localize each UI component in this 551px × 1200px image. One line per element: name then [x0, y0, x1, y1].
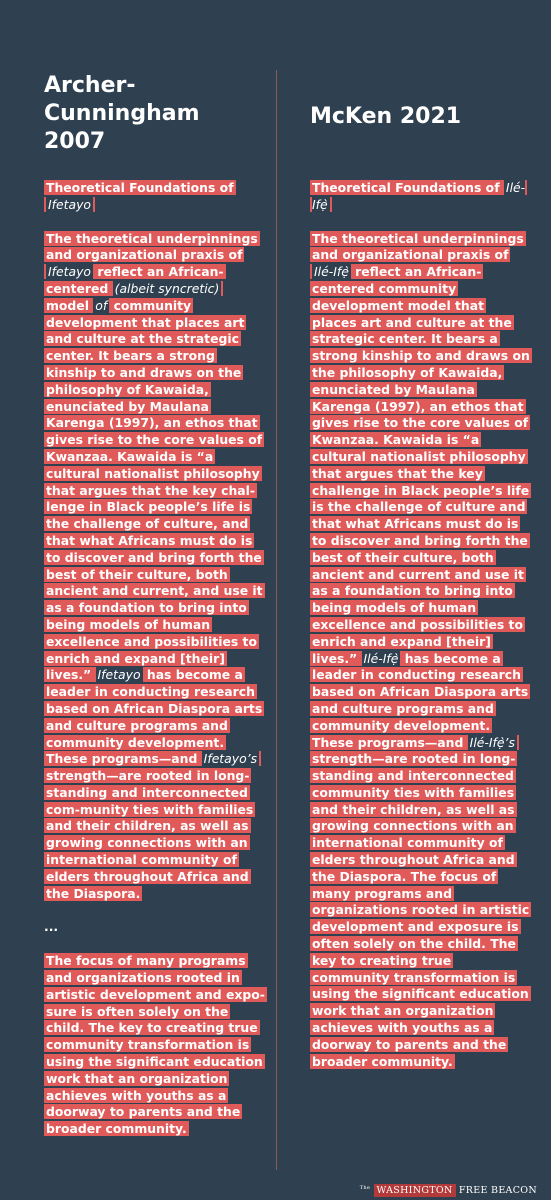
left-heading	[44, 180, 265, 214]
left-p2-text: The focus of many programs and organizations rooted in artistic development and expo-sure is often solely on the child. The key to creating true community transformation is using the significant education work that an organization achieves with youths as a doorway to parents and the broader community.	[46, 953, 265, 1137]
left-paragraph-1	[44, 231, 265, 903]
left-body	[44, 180, 265, 1155]
logo-the: The	[359, 1185, 371, 1191]
right-p1-text-a: The theoretical underpinnings and organizational praxis of	[312, 230, 524, 263]
left-paragraph-2	[44, 953, 265, 1138]
right-paragraph-1	[310, 231, 531, 1071]
right-p1-em-2: Ilé-Ifẹ̀	[363, 650, 399, 666]
left-p1-em-5: Ifetayo’s	[203, 751, 258, 767]
right-p1-text-b: reflect an African-centered community development model that places art and culture at the strategic center. It bears a strong kinship to and draws on the philosophy of Kawaida, enunciated by Maulana Karenga (1997), an ethos that gives rise to the core values of Kwanzaa. Kawaida is “a cultural nationalist philosophy that argues that the key challenge in Black people’s life is the challenge of culture and that what Africans must do is to discover and bring forth the best of their culture, both ancient and current and use it as a foundation to bring into being models of human excellence and possibilities to enrich and expand [their] lives.”	[312, 264, 530, 666]
left-ellipsis-text: ...	[44, 919, 59, 935]
right-p1-text-c: has become a leader in conducting research based on African Diaspora arts and culture programs and community development. These programs—and	[312, 650, 529, 750]
left-p1-text-d: community development that places art and culture at the strategic center. It bears a strong kinship to and draws on the philosophy of Kawaida, enunciated by Maulana Karenga (1997), an ethos that gives rise to the core values of Kwanzaa. Kawaida is “a cultural nationalist philosophy that argues that the key chal-lenge in Black people’s life is the challenge of culture, and that what Africans must do is to discover and bring forth the best of their culture, both ancient and current, and use it as a foundation to bring into being models of human excellence and possibilities to enrich and expand [their] lives.”	[46, 297, 263, 683]
left-ellipsis	[44, 919, 265, 936]
right-p1-text-d: strength—are rooted in long-standing and interconnected community ties with families and their children, as well as growing connections with an international community of elders throughout Africa and the Diaspora. The focus of many programs and organizations rooted in artistic development and exposure is often solely on the child. The key to creating true community transformation is using the significant education work that an organization achieves with youths as a doorway to parents and the broader community.	[312, 751, 530, 1069]
right-p1-em-1: Ilé-Ifẹ̀	[314, 264, 349, 280]
left-p1-em-2: (albeit syncretic)	[114, 280, 220, 296]
left-p1-text-f: strength—are rooted in long-standing and interconnected com-munity ties with families and their children, as well as growing connections with an international community of elders throughout Africa and the Diaspora.	[46, 768, 254, 901]
left-p1-text-c: model	[46, 297, 89, 313]
left-heading-em: Ifetayo	[48, 196, 92, 212]
left-heading-text: Theoretical Foundations of	[46, 180, 234, 195]
right-heading-text: Theoretical Foundations of	[312, 180, 500, 195]
left-p1-em-3: of	[95, 297, 108, 313]
left-p1-em-1: Ifetayo	[48, 264, 92, 280]
right-p1-em-3: Ilé-Ifẹ̀’s	[469, 734, 515, 750]
right-column-title: McKen 2021	[310, 104, 462, 129]
right-heading-em: Ilé-Ifẹ̀	[312, 180, 526, 212]
left-p1-text-e: has become a leader in conducting research based on African Diaspora arts and culture programs and community development. These programs—and	[46, 667, 263, 767]
left-p1-text-b: reflect an African-centered	[46, 264, 224, 296]
left-column-title: Archer-Cunningham 2007	[44, 73, 200, 154]
right-body	[310, 180, 531, 1087]
logo-free-beacon: FREE BEACON	[458, 1185, 537, 1196]
logo-washington: WASHINGTON	[374, 1184, 456, 1197]
left-p1-text-a: The theoretical underpinnings and organizational praxis of	[46, 230, 258, 263]
left-p1-em-4: Ifetayo	[97, 667, 141, 683]
washington-free-beacon-logo	[360, 1185, 537, 1196]
column-divider	[276, 70, 277, 1170]
right-heading	[310, 180, 531, 214]
